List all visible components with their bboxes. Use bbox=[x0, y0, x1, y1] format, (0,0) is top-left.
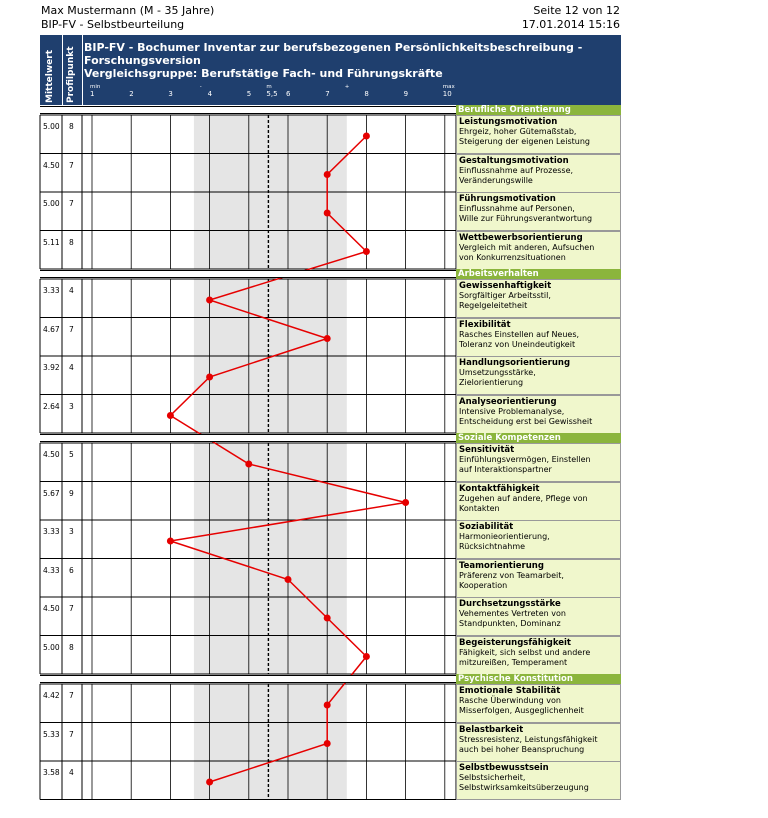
profile-point: 7 bbox=[69, 729, 74, 739]
scale-tick-label: 10 bbox=[442, 90, 452, 98]
profile-point: 9 bbox=[69, 488, 74, 498]
scale-tick-label: 7 bbox=[325, 90, 330, 98]
profile-point-marker bbox=[206, 374, 213, 381]
category-separator bbox=[40, 434, 456, 442]
scale-tick-label: 5,5 bbox=[266, 90, 278, 98]
profile-point-marker bbox=[324, 171, 331, 178]
scale-tick-label: 3 bbox=[168, 90, 173, 98]
profile-point-marker bbox=[285, 576, 292, 583]
category-separator bbox=[40, 675, 456, 683]
category-separator bbox=[40, 270, 456, 278]
scale-title: Analyseorientierung bbox=[459, 396, 557, 407]
scale-text: Regelgeleitetheit bbox=[459, 301, 528, 310]
scale-text: Zugehen auf andere, Pflege von bbox=[459, 493, 588, 503]
scale-title: Belastbarkeit bbox=[459, 724, 524, 735]
mean-value: 4.50 bbox=[43, 604, 60, 613]
scale-text: Einfühlungsvermögen, Einstellen bbox=[459, 455, 591, 464]
profile-point: 7 bbox=[69, 160, 74, 170]
scale-text: Fähigkeit, sich selbst und andere bbox=[459, 647, 591, 657]
scale-text: Sorgfältiger Arbeitsstil, bbox=[459, 291, 551, 300]
scale-text: Rasche Überwindung von bbox=[459, 696, 561, 705]
scale-mark-label: min bbox=[90, 84, 101, 90]
scale-description bbox=[456, 597, 621, 636]
scale-text: Selbstwirksamkeitsüberzeugung bbox=[459, 783, 589, 792]
profile-point: 8 bbox=[69, 122, 74, 131]
profile-point: 4 bbox=[69, 363, 74, 372]
scale-description bbox=[456, 443, 621, 482]
scale-text: Vehementes Vertreten von bbox=[459, 609, 566, 618]
profile-point-marker bbox=[324, 335, 331, 342]
scale-title: Gestaltungsmotivation bbox=[459, 155, 569, 166]
profile-point-marker bbox=[324, 702, 331, 709]
profile-point-marker bbox=[167, 412, 174, 419]
scale-title: Wettbewerbsorientierung bbox=[459, 232, 583, 243]
average-band bbox=[194, 443, 347, 674]
mean-value: 5.67 bbox=[43, 488, 60, 498]
profile-point: 7 bbox=[69, 691, 74, 700]
mean-value: 2.64 bbox=[43, 401, 60, 411]
scale-text: Entscheidung erst bei Gewissheit bbox=[459, 416, 593, 426]
mean-value: 3.58 bbox=[43, 768, 60, 777]
column-profilpunkt: Profilpunkt bbox=[66, 46, 76, 103]
mean-value: 4.50 bbox=[43, 160, 60, 170]
mean-value: 5.11 bbox=[43, 237, 60, 247]
scale-text: Stressresistenz, Leistungsfähigkeit bbox=[459, 734, 598, 744]
banner-title bbox=[84, 41, 614, 80]
scale-description bbox=[456, 192, 621, 231]
scale-text: Harmonieorientierung, bbox=[459, 532, 550, 541]
scale-description bbox=[456, 684, 621, 723]
scale-title: Führungsmotivation bbox=[459, 194, 556, 204]
scale-description bbox=[456, 723, 621, 762]
average-band bbox=[194, 684, 347, 800]
scale-title: Durchsetzungsstärke bbox=[459, 599, 561, 609]
page-number: Seite 12 von 12 bbox=[533, 4, 620, 17]
profile-point: 6 bbox=[69, 565, 74, 575]
banner-title-line2: Forschungsversion bbox=[84, 54, 201, 67]
scale-text: Steigerung der eigenen Leistung bbox=[459, 137, 590, 146]
profile-point: 4 bbox=[69, 286, 74, 295]
profile-point-marker bbox=[363, 133, 370, 140]
scale-description bbox=[456, 231, 621, 270]
scale-text: Wille zur Führungsverantwortung bbox=[459, 214, 593, 223]
scale-tick-label: 4 bbox=[207, 90, 213, 98]
profile-point: 7 bbox=[69, 324, 74, 334]
mean-value: 3.92 bbox=[43, 363, 60, 372]
profile-point-marker bbox=[206, 779, 213, 786]
scale-text: Umsetzungsstärke, bbox=[459, 368, 536, 377]
mean-value: 3.33 bbox=[43, 286, 60, 295]
mean-value: 5.00 bbox=[43, 122, 60, 131]
scale-title: Leistungsmotivation bbox=[459, 117, 558, 127]
scale-text: Kontakten bbox=[459, 503, 500, 513]
profile-point-marker bbox=[363, 248, 370, 255]
scale-mark-label: + bbox=[344, 84, 350, 90]
scale-tick-label: 6 bbox=[286, 90, 291, 98]
scale-description bbox=[456, 318, 621, 357]
scale-tick-label: 9 bbox=[403, 90, 409, 98]
profile-point-marker bbox=[402, 499, 409, 506]
scale-text: auf Interaktionspartner bbox=[459, 465, 552, 474]
scale-mark-label: - bbox=[199, 84, 202, 90]
profile-point: 3 bbox=[69, 401, 74, 411]
banner-title-line3: Vergleichsgruppe: Berufstätige Fach- und Führungskräfte bbox=[84, 67, 443, 80]
scale-text: Vergleich mit anderen, Aufsuchen bbox=[459, 242, 595, 252]
mean-value: 4.33 bbox=[43, 565, 60, 575]
scale-tick-label: 2 bbox=[129, 90, 134, 98]
mean-value: 4.42 bbox=[43, 691, 60, 700]
scale-title: Selbstbewusstsein bbox=[459, 763, 549, 773]
scale-mark-label: m bbox=[266, 84, 272, 90]
scale-description bbox=[456, 636, 621, 675]
scale-text: auch bei hoher Beanspruchung bbox=[459, 744, 585, 754]
scale-text: Einflussnahme auf Prozesse, bbox=[459, 165, 574, 175]
scale-description bbox=[456, 559, 621, 598]
scale-title: Soziabilität bbox=[459, 522, 514, 532]
scale-description bbox=[456, 115, 621, 154]
banner-title-line1: BIP-FV - Bochumer Inventar zur berufsbezogenen Persönlichkeitsbeschreibung - bbox=[84, 41, 583, 54]
scale-text: Zielorientierung bbox=[459, 378, 524, 387]
category-header: Psychische Konstitution bbox=[456, 674, 621, 684]
category-header: Arbeitsverhalten bbox=[456, 269, 621, 279]
mean-value: 5.00 bbox=[43, 642, 60, 652]
average-band bbox=[194, 115, 347, 269]
report-datetime: 17.01.2014 15:16 bbox=[521, 18, 620, 31]
scale-text: Intensive Problemanalyse, bbox=[459, 406, 565, 416]
scale-text: Rasches Einstellen auf Neues, bbox=[459, 329, 580, 339]
scale-description bbox=[456, 482, 621, 521]
scale-title: Kontaktfähigkeit bbox=[459, 483, 540, 494]
scale-text: Standpunkten, Dominanz bbox=[459, 619, 561, 628]
profile-point: 8 bbox=[69, 642, 74, 652]
profile-point: 8 bbox=[69, 237, 74, 247]
scale-title: Gewissenhaftigkeit bbox=[459, 281, 552, 291]
average-band bbox=[194, 279, 347, 433]
mean-value: 5.00 bbox=[43, 199, 60, 208]
report-name: BIP-FV - Selbstbeurteilung bbox=[41, 18, 185, 31]
scale-text: Toleranz von Uneindeutigkeit bbox=[459, 339, 576, 349]
profile-line bbox=[170, 136, 405, 782]
scale-mark-label: max bbox=[442, 84, 455, 90]
scale-text: von Konkurrenzsituationen bbox=[459, 252, 566, 262]
scale-description bbox=[456, 761, 621, 800]
scale-text: Einflussnahme auf Personen, bbox=[459, 204, 575, 213]
scale-text: Veränderungswille bbox=[459, 175, 533, 185]
profile-point: 5 bbox=[69, 450, 74, 459]
scale-description bbox=[456, 154, 621, 193]
scale-text: Misserfolgen, Ausgeglichenheit bbox=[459, 706, 584, 715]
profile-point: 4 bbox=[69, 768, 74, 777]
profile-point: 7 bbox=[69, 604, 74, 613]
scale-text: Selbstsicherheit, bbox=[459, 773, 526, 782]
column-mittelwert: Mittelwert bbox=[45, 50, 55, 103]
scale-title: Begeisterungsfähigkeit bbox=[459, 637, 571, 648]
scale-title: Flexibilität bbox=[459, 319, 511, 330]
scale-title: Emotionale Stabilität bbox=[459, 686, 561, 696]
person-name: Max Mustermann (M - 35 Jahre) bbox=[41, 4, 215, 17]
mean-value: 4.67 bbox=[43, 324, 60, 334]
profile-point-marker bbox=[363, 653, 370, 660]
scale-tick-label: 1 bbox=[90, 90, 95, 98]
scale-title: Sensitivität bbox=[459, 445, 515, 455]
mean-value: 3.33 bbox=[43, 527, 60, 536]
scale-text: mitzureißen, Temperament bbox=[459, 657, 568, 667]
scale-text: Präferenz von Teamarbeit, bbox=[459, 570, 564, 580]
scale-description bbox=[456, 279, 621, 318]
scale-description bbox=[456, 395, 621, 434]
scale-description bbox=[456, 520, 621, 559]
scale-tick-label: 5 bbox=[246, 90, 252, 98]
profile-point-marker bbox=[206, 297, 213, 304]
scale-title: Teamorientierung bbox=[459, 560, 544, 571]
profile-point-marker bbox=[324, 615, 331, 622]
scale-text: Ehrgeiz, hoher Gütemaßstab, bbox=[459, 127, 577, 136]
category-header: Berufliche Orientierung bbox=[456, 105, 621, 115]
scale-text: Rücksichtnahme bbox=[459, 542, 526, 551]
profile-point: 3 bbox=[69, 527, 74, 536]
scale-description bbox=[456, 356, 621, 395]
profile-point-marker bbox=[324, 210, 331, 217]
category-header: Soziale Kompetenzen bbox=[456, 433, 621, 443]
scale-tick-label: 8 bbox=[364, 90, 369, 98]
profile-point-marker bbox=[324, 740, 331, 747]
profile-point-marker bbox=[167, 538, 174, 545]
profile-point: 7 bbox=[69, 199, 74, 208]
profile-point-marker bbox=[245, 461, 252, 468]
scale-text: Kooperation bbox=[459, 580, 508, 590]
scale-title: Handlungsorientierung bbox=[459, 358, 571, 368]
mean-value: 4.50 bbox=[43, 450, 60, 459]
mean-value: 5.33 bbox=[43, 729, 60, 739]
category-separator bbox=[40, 106, 456, 114]
